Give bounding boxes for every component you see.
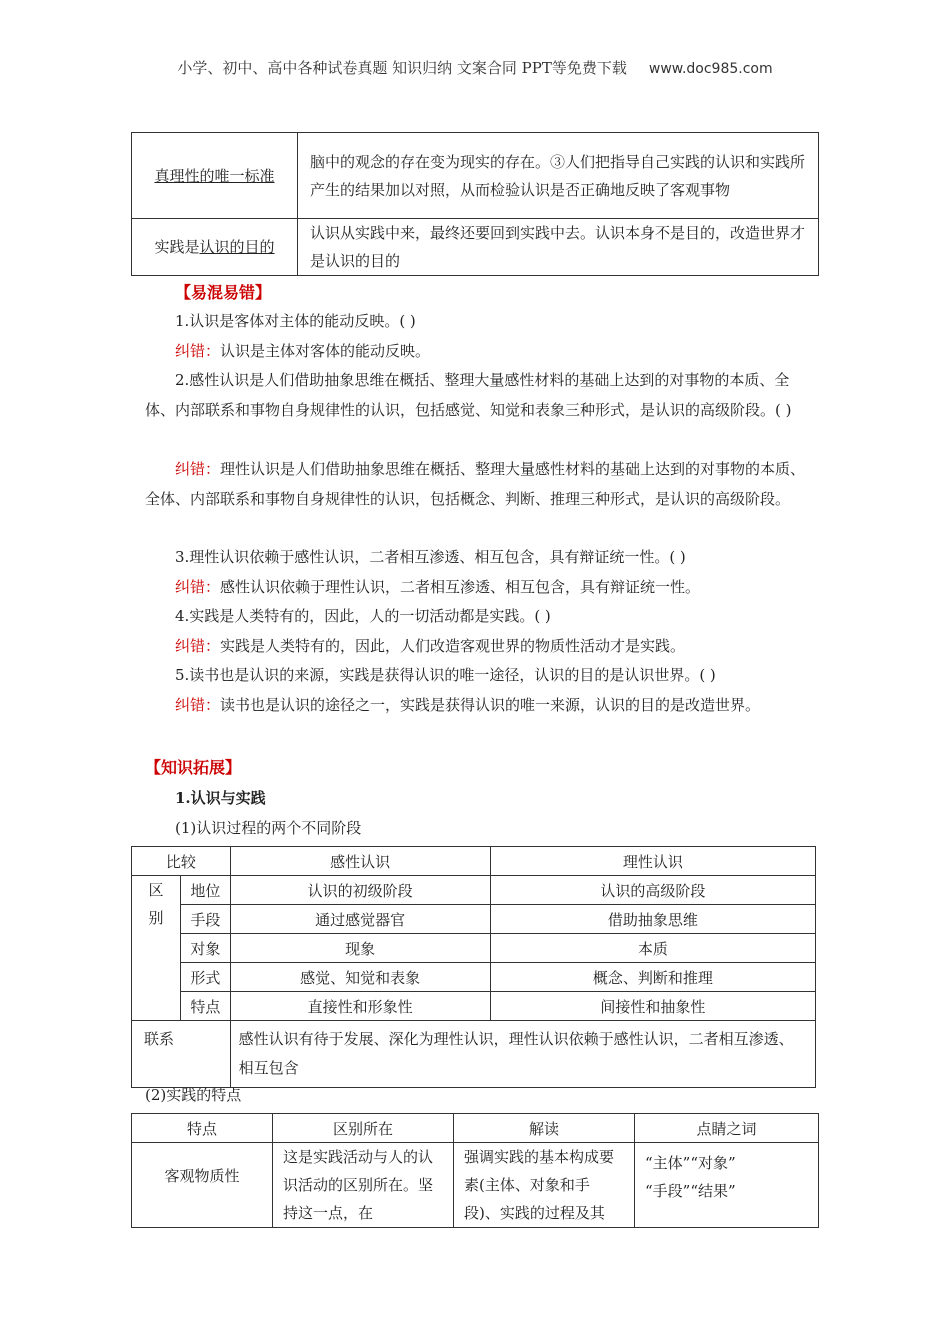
item-1-fix: 纠错：认识是主体对客体的能动反映。 bbox=[175, 342, 431, 360]
item-3-fix: 纠错：感性认识依赖于理性认识，二者相互渗透、相互包含，具有辩证统一性。 bbox=[175, 578, 701, 596]
page-header bbox=[0, 57, 950, 78]
table2-link-label: 联系 bbox=[132, 1021, 231, 1088]
table1-row2-label: 实践是认识的目的 bbox=[132, 219, 298, 276]
table2-cell: 直接性和形象性 bbox=[230, 992, 490, 1021]
item-3-question: 3.理性认识依赖于感性认识，二者相互渗透、相互包含，具有辩证统一性。( ) bbox=[175, 548, 686, 566]
table3-header-interpretation: 解读 bbox=[454, 1114, 635, 1143]
table3-interpretation-cell: 强调实践的基本构成要素(主体、对象和手段)、实践的过程及其 bbox=[454, 1143, 635, 1228]
subheading-two-stages: (1)认识过程的两个不同阶段 bbox=[175, 819, 362, 837]
item-1-question: 1.认识是客体对主体的能动反映。( ) bbox=[175, 312, 416, 330]
practice-features-table bbox=[131, 1113, 819, 1228]
table2-cell: 本质 bbox=[490, 934, 815, 963]
table2-cell: 感觉、知觉和表象 bbox=[230, 963, 490, 992]
table2-row-key: 地位 bbox=[181, 876, 231, 905]
table2-group-difference: 区别 bbox=[132, 876, 181, 1021]
table1-row1-text: 脑中的观念的存在变为现实的存在。③人们把指导自己实践的认识和实践所产生的结果加以对照，从而检验认识是否正确地反映了客观事物 bbox=[298, 133, 819, 219]
table3-keywords-cell: “主体”“对象” “手段”“结果” bbox=[635, 1143, 819, 1228]
table3-header-feature: 特点 bbox=[132, 1114, 273, 1143]
table2-row-key: 手段 bbox=[181, 905, 231, 934]
subheading-knowledge-practice: 1.认识与实践 bbox=[175, 789, 266, 807]
item-5-fix: 纠错：读书也是认识的途径之一，实践是获得认识的唯一来源，认识的目的是改造世界。 bbox=[175, 696, 761, 714]
table2-header-rational: 理性认识 bbox=[490, 847, 815, 876]
subheading-practice-features: (2)实践的特点 bbox=[145, 1086, 242, 1104]
cognition-stages-table bbox=[131, 846, 816, 1088]
table2-cell: 认识的高级阶段 bbox=[490, 876, 815, 905]
table2-row-key: 特点 bbox=[181, 992, 231, 1021]
table2-link-text: 感性认识有待于发展、深化为理性认识，理性认识依赖于感性认识，二者相互渗透、相互包含 bbox=[230, 1021, 815, 1088]
item-2-fix: 纠错：理性认识是人们借助抽象思维在概括、整理大量感性材料的基础上达到的对事物的本质、全体、内部联系和事物自身规律性的认识，包括概念、判断、推理三种形式，是认识的高级阶段。 bbox=[145, 460, 806, 508]
item-2-question: 2.感性认识是人们借助抽象思维在概括、整理大量感性材料的基础上达到的对事物的本质、全体、内部联系和事物自身规律性的认识，包括感觉、知觉和表象三种形式，是认识的高级阶段。( ) bbox=[145, 371, 792, 419]
section-title-confusion: 【易混易错】 bbox=[175, 283, 272, 302]
table3-header-keywords: 点睛之词 bbox=[635, 1114, 819, 1143]
table2-row-key: 对象 bbox=[181, 934, 231, 963]
table2-header-perceptual: 感性认识 bbox=[230, 847, 490, 876]
table3-header-difference: 区别所在 bbox=[273, 1114, 454, 1143]
table2-cell: 现象 bbox=[230, 934, 490, 963]
item-4-fix: 纠错：实践是人类特有的，因此，人们改造客观世界的物质性活动才是实践。 bbox=[175, 637, 686, 655]
table2-cell: 概念、判断和推理 bbox=[490, 963, 815, 992]
table2-cell: 借助抽象思维 bbox=[490, 905, 815, 934]
table2-cell: 间接性和抽象性 bbox=[490, 992, 815, 1021]
header-url[interactable]: www.doc985.com bbox=[648, 61, 773, 77]
table2-cell: 认识的初级阶段 bbox=[230, 876, 490, 905]
table3-difference-cell: 这是实践活动与人的认识活动的区别所在。坚持这一点，在 bbox=[273, 1143, 454, 1228]
item-4-question: 4.实践是人类特有的，因此，人的一切活动都是实践。( ) bbox=[175, 607, 551, 625]
table2-header-compare: 比较 bbox=[132, 847, 231, 876]
table2-row-key: 形式 bbox=[181, 963, 231, 992]
truth-table bbox=[131, 132, 819, 276]
table3-feature-cell: 客观物质性 bbox=[132, 1143, 273, 1228]
table1-row1-label: 真理性的唯一标准 bbox=[132, 133, 298, 219]
table1-row2-text: 认识从实践中来，最终还要回到实践中去。认识本身不是目的，改造世界才是认识的目的 bbox=[298, 219, 819, 276]
item-5-question: 5.读书也是认识的来源，实践是获得认识的唯一途径，认识的目的是认识世界。( ) bbox=[175, 666, 716, 684]
table2-cell: 通过感觉器官 bbox=[230, 905, 490, 934]
section-title-expand: 【知识拓展】 bbox=[145, 758, 242, 777]
header-text: 小学、初中、高中各种试卷真题 知识归纳 文案合同 PPT等免费下载 bbox=[177, 59, 627, 77]
